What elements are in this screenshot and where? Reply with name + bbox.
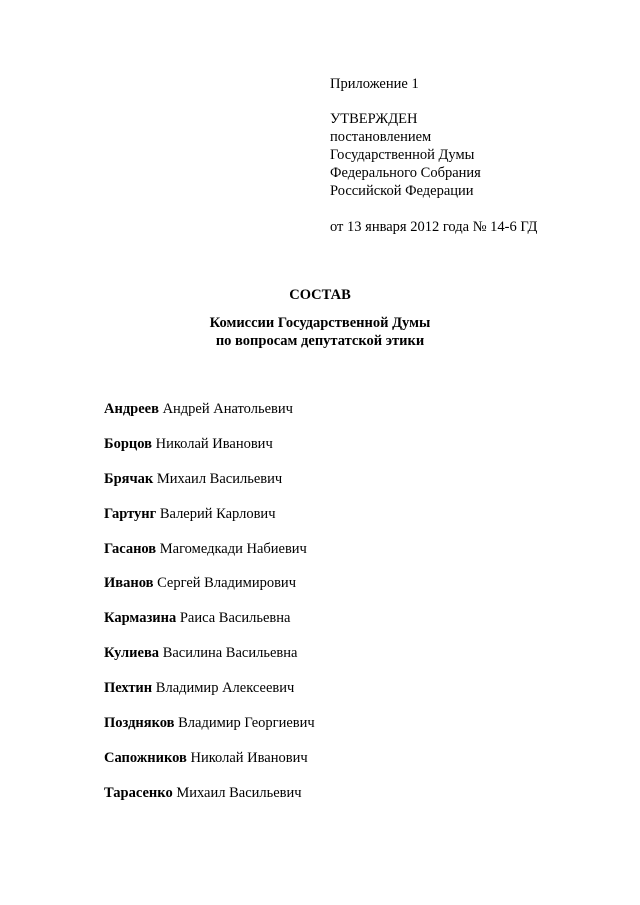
approved-label: УТВЕРЖДЕН	[330, 111, 418, 127]
member-given-name: Николай Иванович	[155, 435, 273, 452]
member-given-name: Магомедкади Набиевич	[159, 540, 307, 557]
members-list	[104, 400, 315, 819]
member-surname: Брячак	[104, 470, 154, 487]
member-surname: Гартунг	[104, 505, 157, 522]
member-surname: Сапожников	[104, 749, 187, 766]
approved-line: постановлением	[330, 129, 432, 145]
member-given-name: Михаил Васильевич	[156, 470, 283, 487]
member-given-name: Раиса Васильевна	[179, 610, 291, 627]
member-surname: Андреев	[104, 401, 159, 417]
approved-line: Российской Федерации	[330, 183, 474, 199]
list-item	[104, 435, 315, 470]
list-item	[104, 574, 315, 609]
member-given-name: Сергей Владимирович	[157, 575, 296, 592]
list-item	[104, 540, 315, 575]
member-surname: Борцов	[104, 435, 152, 452]
list-item	[104, 749, 315, 784]
appendix-label: Приложение 1	[330, 76, 419, 92]
member-given-name: Владимир Алексеевич	[155, 680, 295, 697]
member-given-name: Андрей Анатольевич	[162, 401, 293, 417]
approval-header	[330, 75, 537, 236]
member-surname: Кулиева	[104, 645, 160, 662]
member-surname: Пехтин	[104, 680, 153, 697]
member-surname: Гасанов	[104, 540, 157, 557]
approved-line: Федерального Собрания	[330, 165, 481, 181]
list-item	[104, 679, 315, 714]
list-item	[104, 470, 315, 505]
member-given-name: Николай Иванович	[190, 749, 308, 766]
document-subtitle	[0, 314, 640, 350]
member-given-name: Василина Васильевна	[162, 645, 298, 662]
list-item	[104, 505, 315, 540]
member-surname: Поздняков	[104, 715, 175, 732]
member-given-name: Валерий Карлович	[159, 505, 276, 522]
member-given-name: Владимир Георгиевич	[178, 715, 315, 732]
list-item	[104, 714, 315, 749]
resolution-date: от 13 января 2012 года № 14-6 ГД	[330, 219, 538, 235]
member-given-name: Михаил Васильевич	[176, 784, 302, 801]
member-surname: Кармазина	[104, 610, 177, 627]
member-surname: Иванов	[104, 575, 154, 592]
subtitle-line: по вопросам депутатской этики	[215, 333, 425, 349]
member-surname: Тарасенко	[104, 784, 173, 801]
subtitle-line: Комиссии Государственной Думы	[209, 315, 431, 331]
approved-line: Государственной Думы	[330, 147, 475, 163]
document-title: СОСТАВ	[289, 287, 351, 303]
list-item	[104, 609, 315, 644]
list-item	[104, 644, 315, 679]
list-item	[104, 784, 315, 819]
list-item	[104, 400, 315, 435]
